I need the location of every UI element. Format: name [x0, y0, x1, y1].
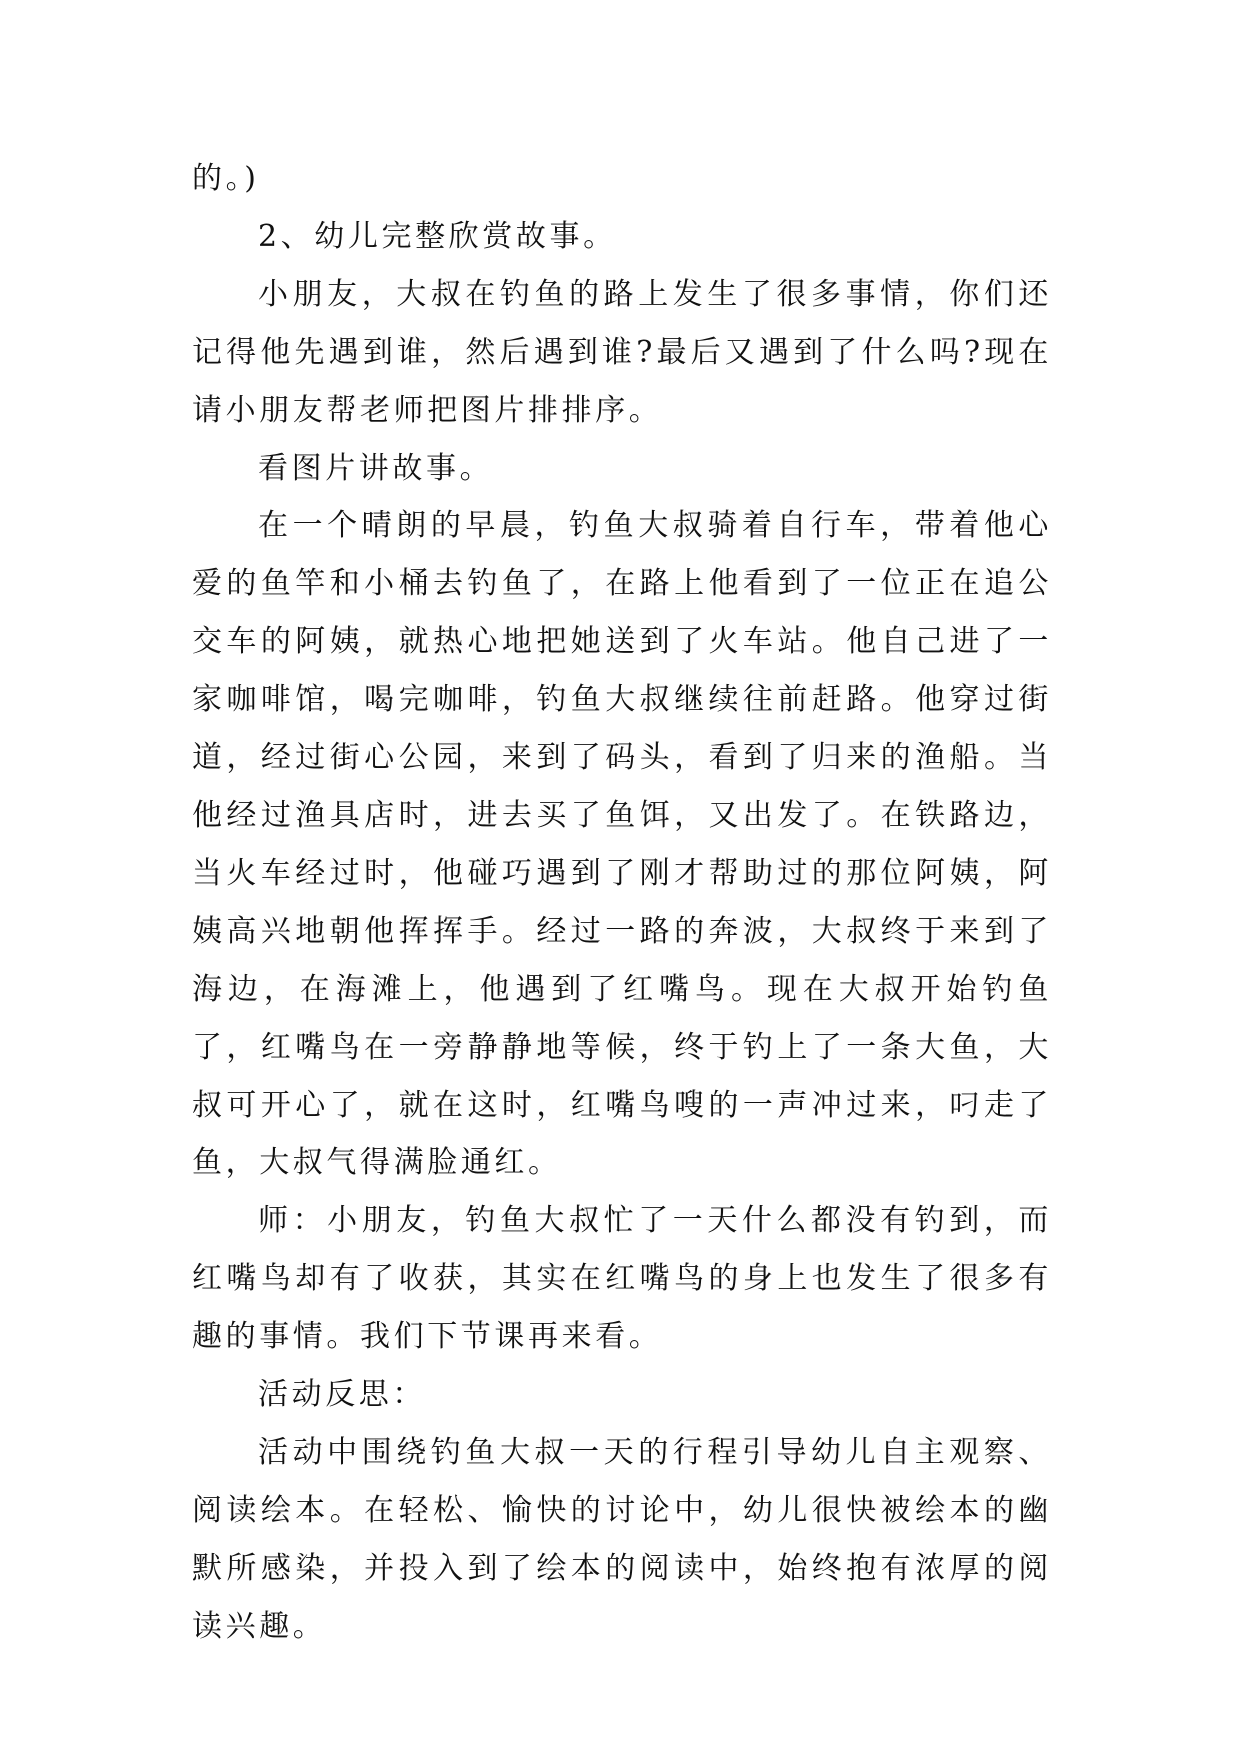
paragraph-reflection: 活动中围绕钓鱼大叔一天的行程引导幼儿自主观察、阅读绘本。在轻松、愉快的讨论中，幼儿很快被绘本的幽默所感染，并投入到了绘本的阅读中，始终抱有浓厚的阅读兴趣。: [192, 1434, 1052, 1644]
paragraph-story: 在一个晴朗的早晨，钓鱼大叔骑着自行车，带着他心爱的鱼竿和小桶去钓鱼了，在路上他看到了一位正在追公交车的阿姨，就热心地把她送到了火车站。他自己进了一家咖啡馆，喝完咖啡，钓鱼大叔继续往前赶路。他穿过街道，经过街心公园，来到了码头，看到了归来的渔船。当他经过渔具店时，进去买了鱼饵，又出发了。在铁路边，当火车经过时，他碰巧遇到了刚才帮助过的那位阿姨，阿姨高兴地朝他挥挥手。经过一路的奔波，大叔终于来到了海边，在海滩上，他遇到了红嘴鸟。现在大叔开始钓鱼了，红嘴鸟在一旁静静地等候，终于钓上了一条大鱼，大叔可开心了，就在这时，红嘴鸟嗖的一声冲过来，叼走了鱼，大叔气得满脸通红。: [192, 508, 1052, 1181]
paragraph-continuation: 的。): [192, 161, 260, 196]
document-body: [192, 150, 1052, 1656]
paragraph-teacher-remark: 师：小朋友，钓鱼大叔忙了一天什么都没有钓到，而红嘴鸟却有了收获，其实在红嘴鸟的身上也发生了很多有趣的事情。我们下节课再来看。: [192, 1203, 1052, 1355]
paragraph-reflection-heading: 活动反思：: [258, 1377, 426, 1413]
paragraph-picture-story-heading: 看图片讲故事。: [258, 450, 494, 486]
paragraph-step-heading: 2、幼儿完整欣赏故事。: [258, 218, 617, 254]
paragraph-question: 小朋友，大叔在钓鱼的路上发生了很多事情，你们还记得他先遇到谁，然后遇到谁?最后又遇到了什么吗?现在请小朋友帮老师把图片排排序。: [192, 276, 1052, 428]
